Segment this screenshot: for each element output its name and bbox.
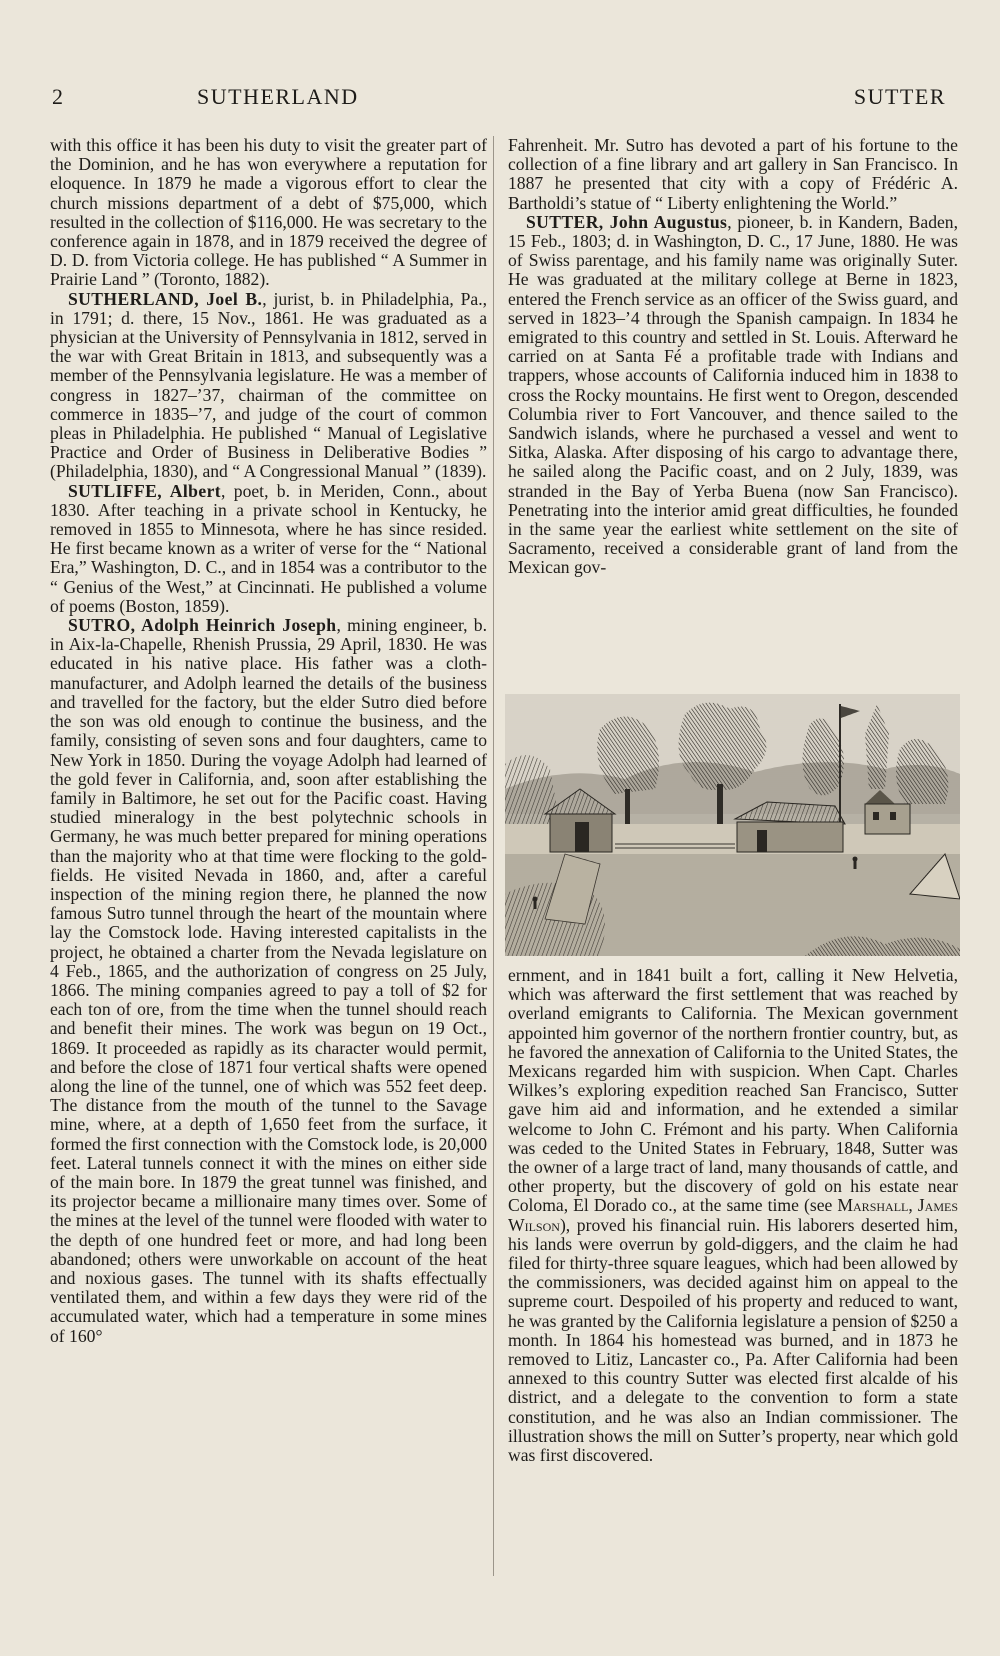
entry-sutliffe <box>50 482 487 616</box>
entry-sutter-text: , pioneer, b. in Kandern, Baden, 15 Feb., 1803; d. in Washington, D. C., 17 June, 1880. He was of Swiss parentage, and his family name was originally Suter. He was graduated at the military college at Berne in 1823, entered the French service as an officer of the Swiss guard, and served in 1823–’4 through the Spanish campaign. In 1834 he emigrated to this country and settled in St. Louis. Afterward he carried on at Santa Fé a profitable trade with Indians and trappers, whose accounts of California induced him in 1838 to cross the Rocky mountains. He first went to Oregon, descended Columbia river to Fort Vancouver, and thence sailed to the Sandwich islands, where he purchased a vessel and went to Sitka, Alaska. After disposing of his cargo to advantage there, he sailed along the Pacific coast, and on 2 July, 1839, was stranded in the Bay of Yerba Buena (now San Francisco). Penetrating into the interior amid great difficulties, he founded in the same year the earliest white settlement on the site of Sacramento, received a considerable grant of land from the Mexican gov- <box>508 211 958 578</box>
headword-sutro: SUTRO, Adolph Heinrich Joseph <box>68 615 337 636</box>
paragraph-sutro-continued: Fahrenheit. Mr. Sutro has devoted a part of his fortune to the collection of a fine library and art gallery in San Francisco. In 1887 he presented that city with a copy of Frédéric A. Bartholdi’s statue of “ Liberty enlightening the World.” <box>508 135 958 213</box>
right-column-upper <box>508 136 958 578</box>
illustration-sutters-mill <box>505 694 960 956</box>
paragraph-sutter-continued <box>508 966 958 1465</box>
column-divider <box>493 136 494 1576</box>
headword-sutherland: SUTHERLAND, Joel B. <box>68 288 263 309</box>
engraving-image <box>505 694 960 956</box>
entry-sutro-text: , mining engineer, b. in Aix-la-Chapelle, Rhenish Prussia, 29 April, 1830. He was educated in his native place. His father was a cloth-manufacturer, and Adolph learned the details of the business and travelled for the factory, but the elder Sutro died before the son was old enough to continue the business, and the family, consisting of seven sons and four daughters, came to New York in 1850. During the voyage Adolph had learned of the gold fever in California, and, soon after establishing the family in Baltimore, he set out for the Pacific coast. Having studied mineralogy in the best polytechnic schools in Germany, he was much better prepared for mining operations than the majority who at that time were flocking to the gold-fields. He visited Nevada in 1860, and, after a careful inspection of the mining region there, he planned the now famous Sutro tunnel through the heart of the mountain where lay the Comstock lode. Having interested capitalists in the project, he obtained a charter from the Nevada legislature on 4 Feb., 1865, and the authorization of congress on 25 July, 1866. The mining companies agreed to pay a toll of $2 for each ton of ore, from the time when the tunnel should reach and benefit their mines. The work was begun on 19 Oct., 1869. It proceeded as rapidly as its character would permit, and before the close of 1871 four vertical shafts were opened along the line of the tunnel, one of which was 552 feet deep. The distance from the mouth of the tunnel to the Savage mine, where, at a depth of 1,650 feet from the surface, it formed the first connection with the Comstock lode, is 20,000 feet. Lateral tunnels connect it with the mines on either side of the main bore. In 1879 the great tunnel was finished, and its projector became a millionaire many times over. Some of the mines at the level of the tunnel were flooded with water to the depth of one hundred feet or more, and had long been abandoned; others were unworkable on account of the heat and noxious gases. The tunnel with its shafts effectually ventilated them, and within a few days they were rid of the accumulated water, which had a temperature in some mines of 160° <box>50 615 487 1346</box>
cross-reference-marshall: Marshall, James Wilson <box>508 1195 958 1235</box>
headword-sutter: SUTTER, John Augustus <box>526 211 728 232</box>
left-column <box>50 136 487 1346</box>
running-head <box>52 84 950 114</box>
entry-sutro <box>50 616 487 1346</box>
entry-sutherland-text: , jurist, b. in Philadelphia, Pa., in 1791; d. there, 15 Nov., 1861. He was graduated as a physician at the University of Pennsylvania in 1812, served in the war with Great Britain in 1813, and subsequently was a member of the Pennsylvania legislature. He was a member of congress in 1827–’37, chairman of the committee on commerce in 1835–’7, and judge of the court of common pleas in Philadelphia. He published “ Manual of Legislative Practice and Order of Business in Deliberative Bodies ” (Philadelphia, 1830), and “ A Congressional Manual ” (1839). <box>50 288 487 482</box>
running-head-left: SUTHERLAND <box>197 84 359 109</box>
entry-sutliffe-text: , poet, b. in Meriden, Conn., about 1830. After teaching in a private school in Kentucky, he removed in 1855 to Minnesota, where he has since resided. He first became known as a writer of verse for the “ National Era,” Washington, D. C., and in 1854 was a contributor to the “ Genius of the West,” at Cincinnati. He published a volume of poems (Boston, 1859). <box>50 480 487 616</box>
paragraph-continuation: with this office it has been his duty to visit the greater part of the Dominion, and he has won everywhere a reputation for eloquence. In 1879 he made a vigorous effort to clear the church missions department of a debt of $75,000, which resulted in the collection of $116,000. He was secretary to the conference again in 1878, and in 1879 received the degree of D. D. from Victoria college. He has published “ A Summer in Prairie Land ” (Toronto, 1882). <box>50 135 487 290</box>
entry-sutter <box>508 213 958 578</box>
entry-sutherland <box>50 290 487 482</box>
right-column-lower <box>508 966 958 1465</box>
page-number: 2 <box>52 84 65 109</box>
sutter-continued-text-a: ernment, and in 1841 built a fort, calling it New Helvetia, which was afterward the first settlement that was reached by overland emigrants to California. The Mexican government appointed him governor of the northern frontier country, but, as he favored the annexation of California to the United States, the Mexicans regarded him with suspicion. When Capt. Charles Wilkes’s exploring expedition reached San Francisco, Sutter gave him aid and information, and he extended a similar welcome to John C. Frémont and his party. When California was ceded to the United States in February, 1848, Sutter was the owner of a large tract of land, many thousands of cattle, and other property, but the discovery of gold on his estate near Coloma, El Dorado co., at the same time (see <box>508 965 958 1216</box>
running-head-right: SUTTER <box>853 84 946 109</box>
headword-sutliffe: SUTLIFFE, Albert <box>68 480 222 501</box>
sutter-continued-text-b: ), proved his financial ruin. His laborers deserted him, his lands were overrun by gold-diggers, and the claim he had filed for thirty-three square leagues, which had been allowed by the commissioners, was decided against him on appeal to the supreme court. Despoiled of his property and reduced to want, he was granted by the California legislature a pension of $250 a month. In 1864 his homestead was burned, and in 1873 he removed to Litiz, Lancaster co., Pa. After California had been annexed to this country Sutter was elected first alcalde of his district, and a delegate to the convention to form a state constitution, and he was also an Indian commissioner. The illustration shows the mill on Sutter’s property, near which gold was first discovered. <box>508 1214 958 1466</box>
